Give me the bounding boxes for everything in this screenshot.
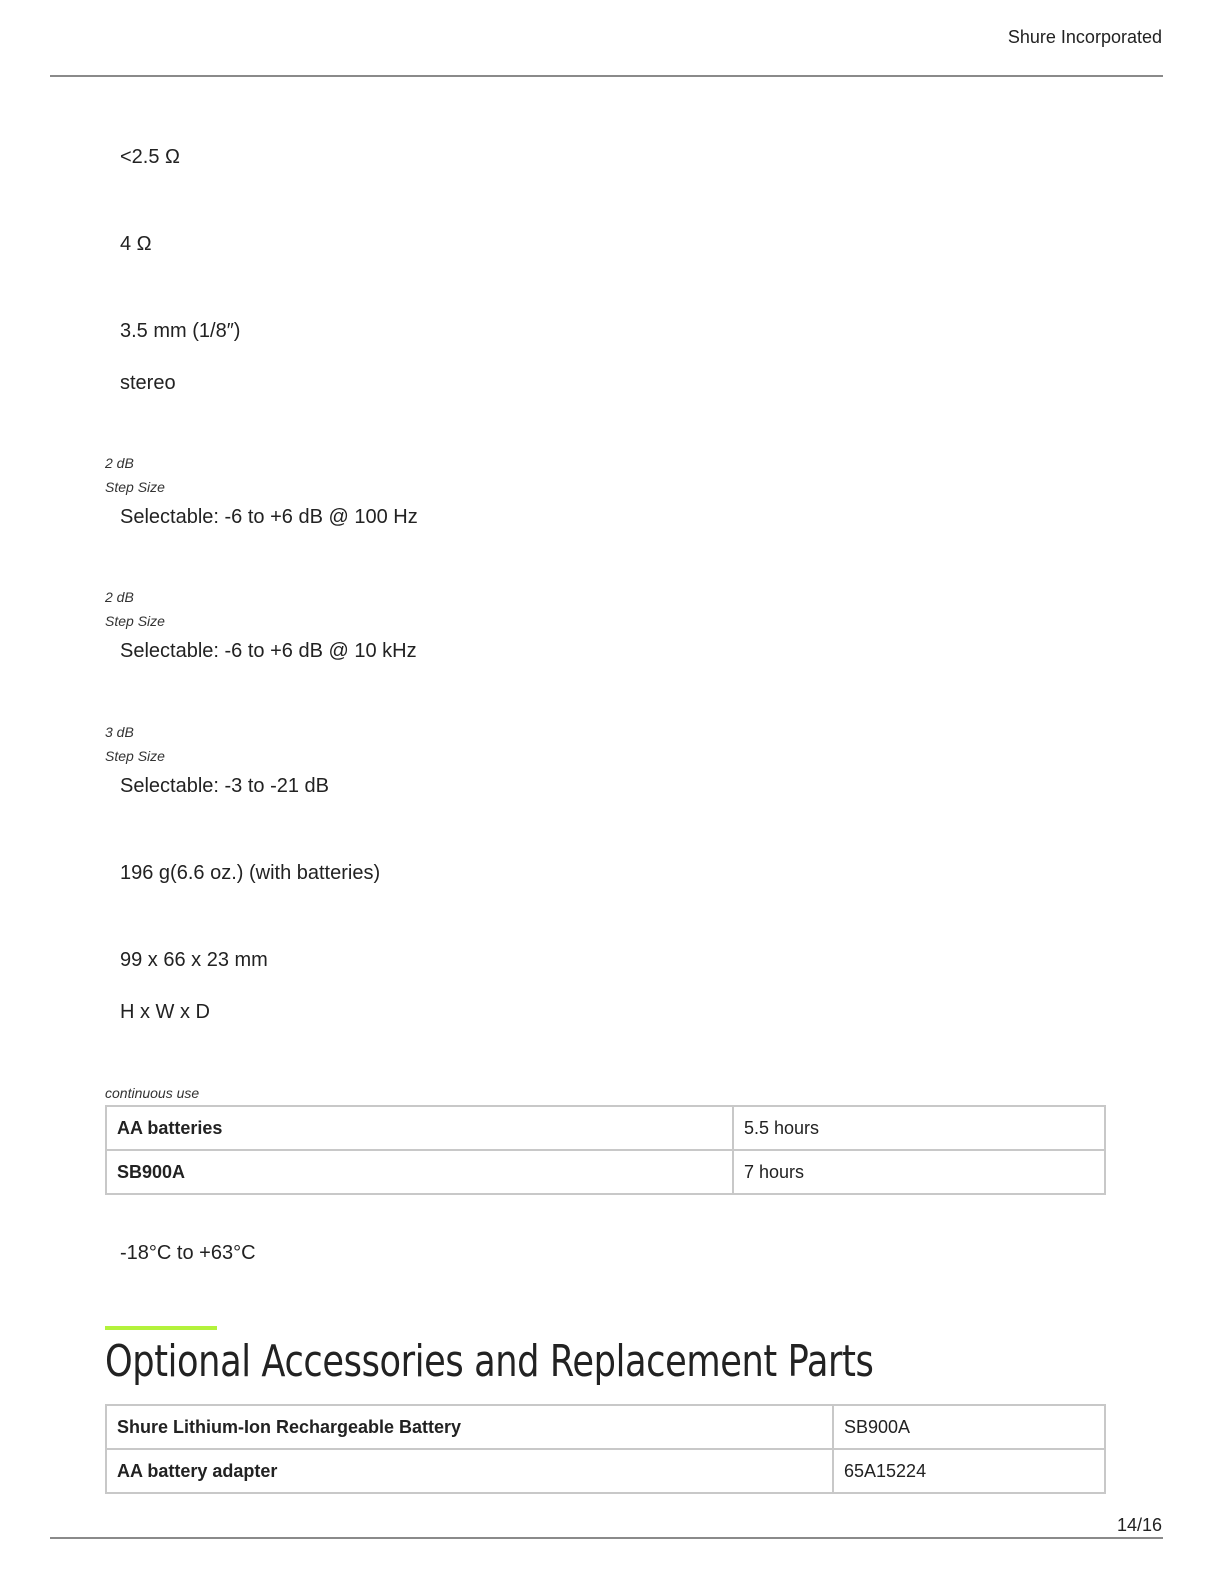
dimensions-order: H x W x D <box>120 1001 210 1023</box>
table-row <box>106 1150 1105 1194</box>
accessory-name-cell: Shure Lithium-Ion Rechargeable Battery <box>106 1405 833 1449</box>
accessory-name-cell: AA battery adapter <box>106 1449 833 1493</box>
bass-step-value: 2 dB <box>105 455 134 471</box>
temperature-value: -18°C to +63°C <box>120 1242 256 1264</box>
table-row <box>106 1405 1105 1449</box>
section-accent-bar <box>105 1326 217 1330</box>
battery-type-cell: AA batteries <box>106 1106 733 1150</box>
treble-eq-value: Selectable: -6 to +6 dB @ 10 kHz <box>120 640 417 662</box>
battery-hours-cell: 7 hours <box>733 1150 1105 1194</box>
header-divider <box>50 75 1163 77</box>
attenuation-value: Selectable: -3 to -21 dB <box>120 775 330 797</box>
table-row <box>106 1449 1105 1493</box>
accessories-table <box>105 1404 1106 1494</box>
page-number: 14/16 <box>1116 1515 1162 1535</box>
attenuation-step-value: 3 dB <box>105 724 134 740</box>
battery-type-cell: SB900A <box>106 1150 733 1194</box>
output-impedance-value: <2.5 Ω <box>120 146 180 168</box>
company-name: Shure Incorporated <box>1007 27 1162 47</box>
connector-type-value: stereo <box>120 372 176 394</box>
treble-step-label: Step Size <box>105 613 165 629</box>
treble-step-value: 2 dB <box>105 589 134 605</box>
attenuation-step-label: Step Size <box>105 748 165 764</box>
dimensions-value: 99 x 66 x 23 mm <box>120 949 268 971</box>
battery-hours-cell: 5.5 hours <box>733 1106 1105 1150</box>
accessories-heading: Optional Accessories and Replacement Parts <box>105 1336 874 1387</box>
battery-life-table <box>105 1105 1106 1195</box>
accessory-part-cell: 65A15224 <box>833 1449 1105 1493</box>
bass-step-label: Step Size <box>105 479 165 495</box>
connector-size-value: 3.5 mm (1/8″) <box>120 320 241 342</box>
table-row <box>106 1106 1105 1150</box>
accessory-part-cell: SB900A <box>833 1405 1105 1449</box>
battery-life-note: continuous use <box>105 1085 200 1101</box>
load-impedance-value: 4 Ω <box>120 233 152 255</box>
weight-value: 196 g(6.6 oz.) (with batteries) <box>120 862 381 884</box>
bass-eq-value: Selectable: -6 to +6 dB @ 100 Hz <box>120 506 418 528</box>
footer-divider <box>50 1537 1163 1539</box>
